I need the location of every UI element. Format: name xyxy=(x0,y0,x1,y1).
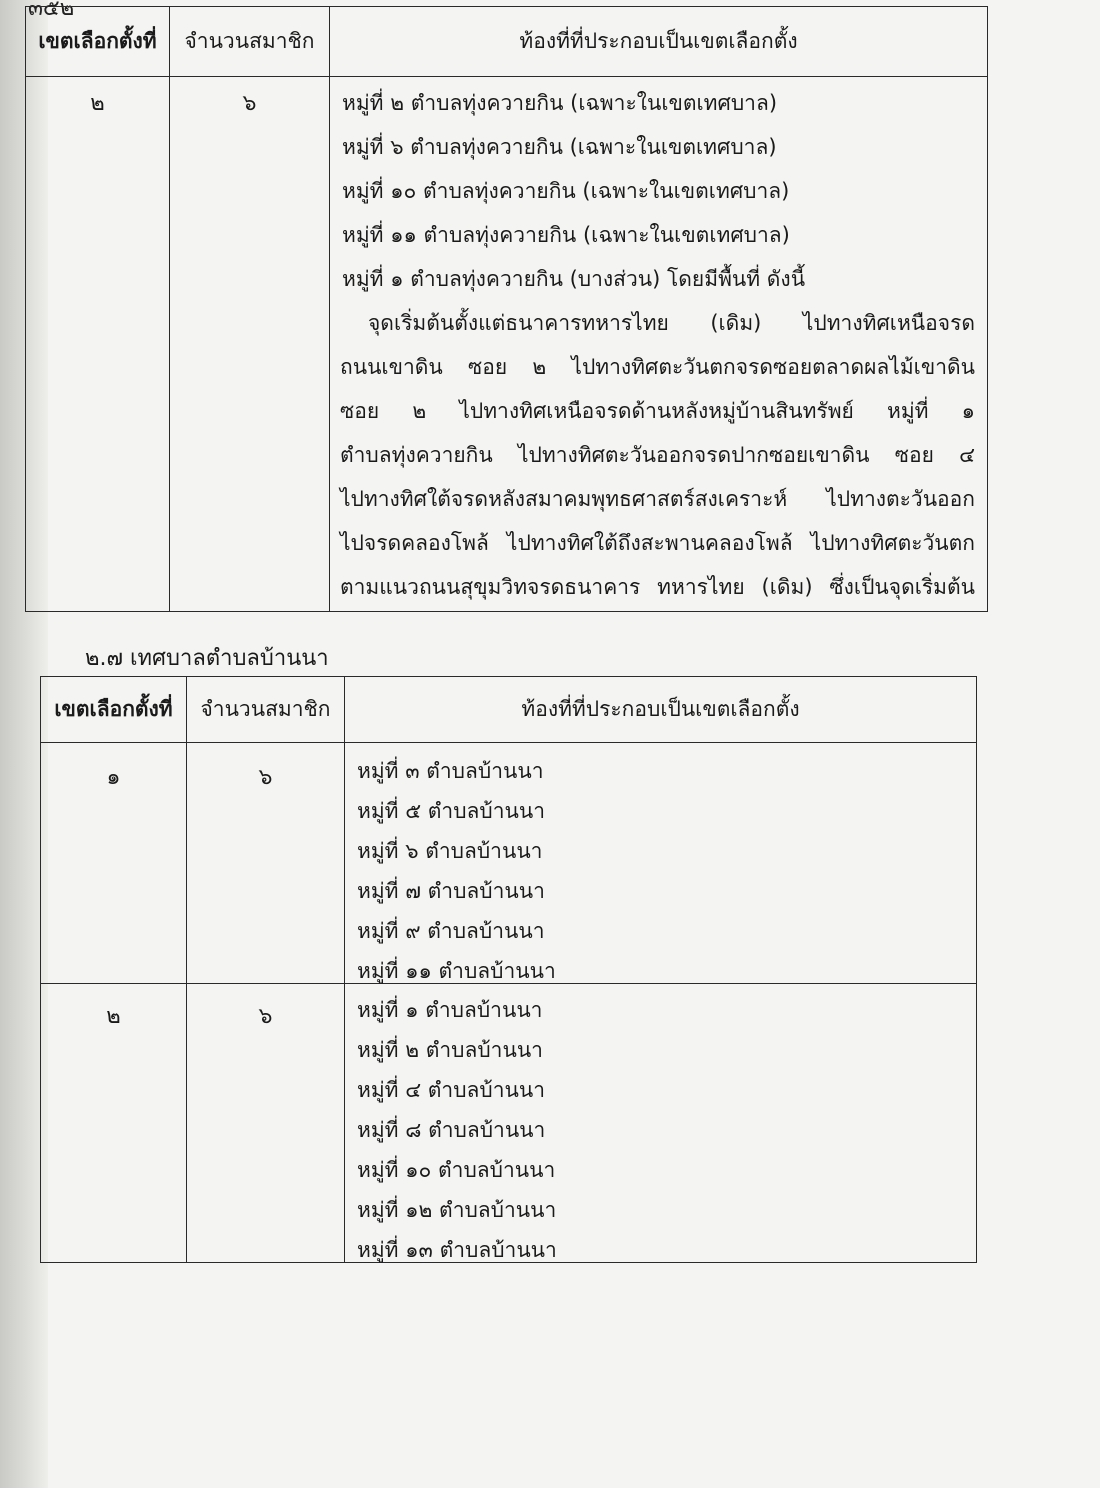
zone-number: ๑ xyxy=(106,765,121,790)
section-title: ๒.๗ เทศบาลตำบลบ้านนา xyxy=(85,646,329,671)
area-cell xyxy=(345,984,977,1263)
zone-number: ๒ xyxy=(106,1004,121,1029)
zone-cell xyxy=(41,984,187,1263)
boundary-line: ไปจรดคลองโพล้ ไปทางทิศใต้ถึงสะพานคลองโพล้ ไปทางทิศตะวันตก xyxy=(340,531,975,555)
area-line: หมู่ที่ ๑๐ ตำบลบ้านนา xyxy=(357,1158,556,1182)
members-cell xyxy=(187,743,345,984)
boundary-line: ถนนเขาดิน ซอย ๒ ไปทางทิศตะวันตกจรดซอยตลาดผลไม้เขาดิน xyxy=(340,355,975,379)
table-header-row xyxy=(41,677,977,743)
zone-number: ๒ xyxy=(90,91,105,116)
header-members-label: จำนวนสมาชิก xyxy=(200,697,331,721)
members-cell xyxy=(170,77,330,612)
area-line: หมู่ที่ ๓ ตำบลบ้านนา xyxy=(357,759,544,783)
area-line: หมู่ที่ ๗ ตำบลบ้านนา xyxy=(357,879,545,903)
header-zone-label: เขตเลือกตั้งที่ xyxy=(38,29,157,53)
header-area xyxy=(345,677,977,743)
header-area xyxy=(330,7,988,77)
boundary-line: ไปทางทิศใต้จรดหลังสมาคมพุทธศาสตร์สงเคราะห์ ไปทางตะวันออก xyxy=(340,487,975,511)
area-line: หมู่ที่ ๔ ตำบลบ้านนา xyxy=(357,1078,546,1102)
header-zone xyxy=(26,7,170,77)
table-row xyxy=(41,984,977,1263)
table-header-row xyxy=(26,7,988,77)
area-line: หมู่ที่ ๙ ตำบลบ้านนา xyxy=(357,919,545,943)
page-number: ๓๕๒ xyxy=(28,0,75,21)
zone-cell xyxy=(41,743,187,984)
table-row xyxy=(41,743,977,984)
header-members-label: จำนวนสมาชิก xyxy=(184,29,315,53)
area-line: หมู่ที่ ๖ ตำบลทุ่งควายกิน (เฉพาะในเขตเทศบาล) xyxy=(342,135,777,159)
area-line: หมู่ที่ ๘ ตำบลบ้านนา xyxy=(357,1118,546,1142)
zone-cell xyxy=(26,77,170,612)
members-number: ๖ xyxy=(258,765,273,790)
electoral-zone-table-2 xyxy=(40,676,977,1263)
members-number: ๖ xyxy=(242,91,257,116)
area-line: หมู่ที่ ๑๓ ตำบลบ้านนา xyxy=(357,1238,557,1262)
header-members xyxy=(187,677,345,743)
area-line: หมู่ที่ ๒ ตำบลบ้านนา xyxy=(357,1038,543,1062)
table-row xyxy=(26,77,988,612)
area-cell xyxy=(345,743,977,984)
header-zone xyxy=(41,677,187,743)
area-line: หมู่ที่ ๒ ตำบลทุ่งควายกิน (เฉพาะในเขตเทศบาล) xyxy=(342,91,778,115)
area-line: หมู่ที่ ๑๑ ตำบลทุ่งควายกิน (เฉพาะในเขตเทศบาล) xyxy=(342,223,790,247)
area-line: หมู่ที่ ๑๐ ตำบลทุ่งควายกิน (เฉพาะในเขตเทศบาล) xyxy=(342,179,790,203)
header-members xyxy=(170,7,330,77)
electoral-zone-table-1 xyxy=(25,6,988,612)
area-line: หมู่ที่ ๑๒ ตำบลบ้านนา xyxy=(357,1198,557,1222)
area-line: หมู่ที่ ๑ ตำบลบ้านนา xyxy=(357,998,543,1022)
boundary-line: จุดเริ่มต้นตั้งแต่ธนาคารทหารไทย (เดิม) ไปทางทิศเหนือจรด xyxy=(368,311,975,335)
header-area-label: ท้องที่ที่ประกอบเป็นเขตเลือกตั้ง xyxy=(521,697,800,721)
members-number: ๖ xyxy=(258,1004,273,1029)
area-line: หมู่ที่ ๑๑ ตำบลบ้านนา xyxy=(357,959,556,983)
boundary-line: ซอย ๒ ไปทางทิศเหนือจรดด้านหลังหมู่บ้านสินทรัพย์ หมู่ที่ ๑ xyxy=(340,399,975,423)
area-line: หมู่ที่ ๕ ตำบลบ้านนา xyxy=(357,799,546,823)
area-cell xyxy=(330,77,988,612)
boundary-line: ตำบลทุ่งควายกิน ไปทางทิศตะวันออกจรดปากซอยเขาดิน ซอย ๔ xyxy=(340,443,975,467)
boundary-line: ตามแนวถนนสุขุมวิทจรดธนาคาร ทหารไทย (เดิม) ซึ่งเป็นจุดเริ่มต้น xyxy=(340,575,975,599)
area-line: หมู่ที่ ๖ ตำบลบ้านนา xyxy=(357,839,543,863)
members-cell xyxy=(187,984,345,1263)
header-area-label: ท้องที่ที่ประกอบเป็นเขตเลือกตั้ง xyxy=(519,29,798,53)
header-zone-label: เขตเลือกตั้งที่ xyxy=(54,697,173,721)
area-line: หมู่ที่ ๑ ตำบลทุ่งควายกิน (บางส่วน) โดยมีพื้นที่ ดังนี้ xyxy=(342,267,806,291)
